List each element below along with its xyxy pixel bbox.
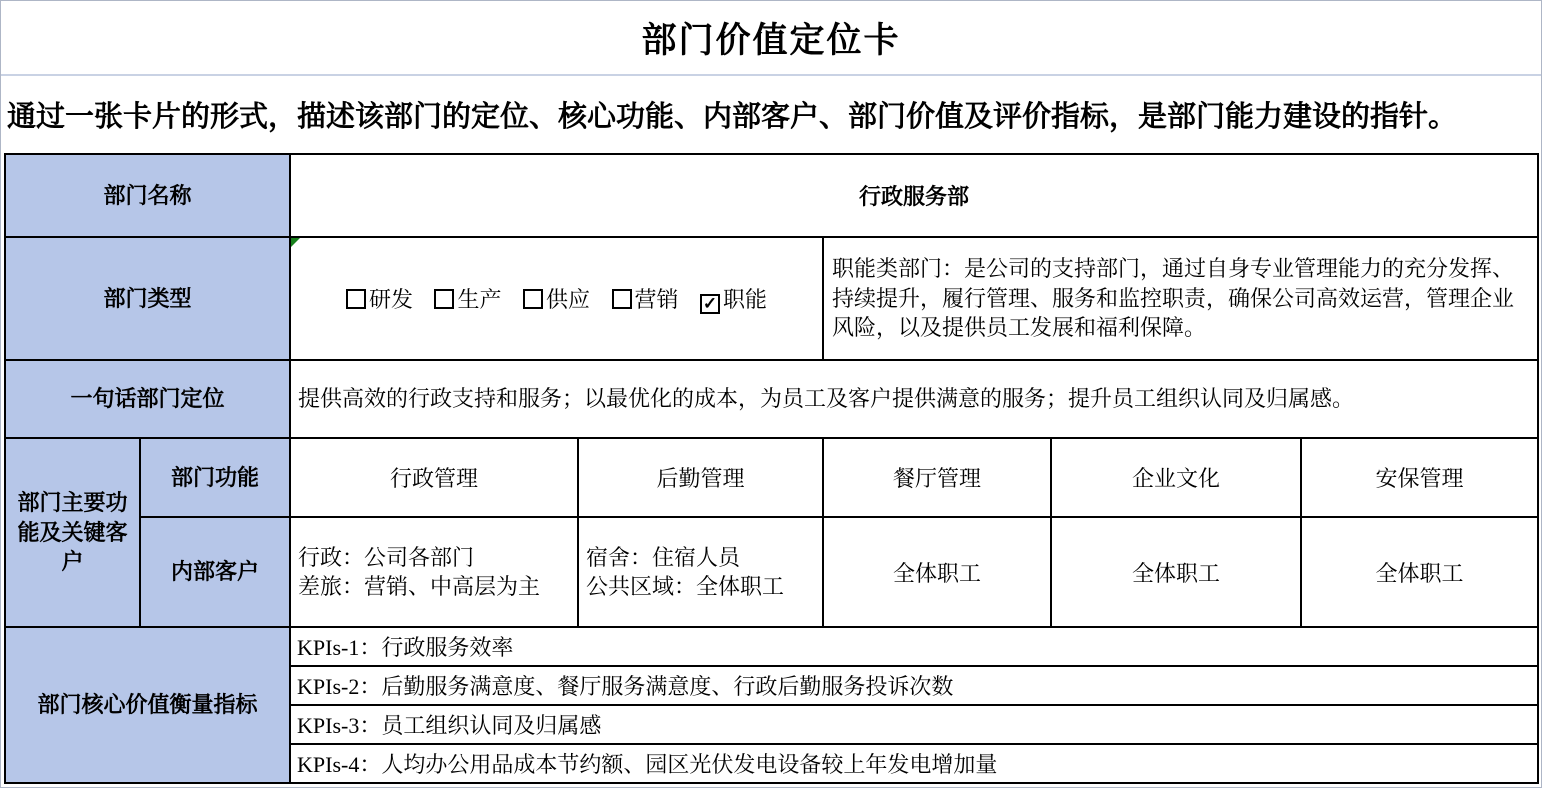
page-description: 通过一张卡片的形式，描述该部门的定位、核心功能、内部客户、部门价值及评价指标，是部门能力建设的指针。	[7, 101, 1458, 133]
client-line: 行政：公司各部门	[298, 544, 475, 570]
function-cell[interactable]: 后勤管理	[578, 438, 823, 517]
clients-label-cell: 内部客户	[140, 517, 290, 627]
kpi-cell-4[interactable]: KPIs-4：人均办公用品成本节约额、园区光伏发电设备较上年发电增加量	[290, 744, 1538, 783]
kpi-cell-3[interactable]: KPIs-3：员工组织认同及归属感	[290, 705, 1538, 744]
checkbox-checked-icon[interactable]: ✓	[700, 294, 720, 314]
checkbox-option-function[interactable]	[700, 287, 767, 312]
client-line: 差旅：营销、中高层为主	[298, 574, 541, 599]
functions-row	[5, 438, 1538, 517]
checkbox-label: 供应	[546, 287, 591, 312]
dept-name-value-cell[interactable]: 行政服务部	[290, 154, 1538, 237]
kpi-cell-2[interactable]: KPIs-2：后勤服务满意度、餐厅服务满意度、行政后勤服务投诉次数	[290, 666, 1538, 705]
client-cell[interactable]	[578, 517, 823, 627]
dept-type-label-cell: 部门类型	[5, 237, 290, 360]
subtitle-band	[1, 76, 1541, 153]
checkbox-option-production[interactable]	[434, 287, 501, 312]
function-cell[interactable]: 安保管理	[1301, 438, 1538, 517]
function-cell[interactable]: 企业文化	[1051, 438, 1301, 517]
kpi-cell-1[interactable]: KPIs-1：行政服务效率	[290, 627, 1538, 666]
client-cell[interactable]: 全体职工	[1051, 517, 1301, 627]
kpi-row	[5, 627, 1538, 666]
checkbox-option-rd[interactable]	[346, 287, 413, 312]
checkbox-icon[interactable]	[523, 289, 543, 309]
kpis-label-cell: 部门核心价值衡量指标	[5, 627, 290, 783]
checkbox-label: 营销	[634, 287, 679, 312]
dept-type-options-cell	[290, 237, 823, 360]
positioning-value-cell[interactable]: 提供高效的行政支持和服务；以最优化的成本，为员工及客户提供满意的服务；提升员工组织认同及归属感。	[290, 360, 1538, 438]
positioning-label-cell: 一句话部门定位	[5, 360, 290, 438]
function-cell[interactable]: 行政管理	[290, 438, 578, 517]
dept-type-row	[5, 237, 1538, 360]
checkbox-option-supply[interactable]	[523, 287, 590, 312]
client-line: 宿舍：住宿人员	[586, 544, 741, 570]
client-cell[interactable]	[290, 517, 578, 627]
checkbox-label: 研发	[368, 287, 413, 312]
department-value-card-table	[4, 153, 1539, 784]
dept-type-description-cell[interactable]: 职能类部门：是公司的支持部门，通过自身专业管理能力的充分发挥、持续提升，履行管理、服务和监控职责，确保公司高效运营，管理企业风险，以及提供员工发展和福利保障。	[823, 237, 1538, 360]
cell-flag-icon	[291, 238, 300, 247]
checkbox-label: 生产	[457, 287, 502, 312]
checkbox-option-marketing[interactable]	[612, 287, 679, 312]
client-line: 公共区域：全体职工	[586, 574, 785, 599]
title-band	[1, 1, 1541, 76]
dept-name-row	[5, 154, 1538, 237]
function-cell[interactable]: 餐厅管理	[823, 438, 1051, 517]
clients-row	[5, 517, 1538, 627]
checkbox-icon[interactable]	[612, 289, 632, 309]
checkbox-icon[interactable]	[346, 289, 366, 309]
checkbox-icon[interactable]	[434, 289, 454, 309]
page-title: 部门价值定位卡	[641, 20, 901, 60]
client-cell[interactable]: 全体职工	[823, 517, 1051, 627]
client-cell[interactable]: 全体职工	[1301, 517, 1538, 627]
functions-clients-label-cell: 部门主要功能及关键客户	[5, 438, 140, 627]
functions-label-cell: 部门功能	[140, 438, 290, 517]
checkbox-label: 职能	[723, 287, 768, 312]
dept-name-label-cell: 部门名称	[5, 154, 290, 237]
positioning-row	[5, 360, 1538, 438]
